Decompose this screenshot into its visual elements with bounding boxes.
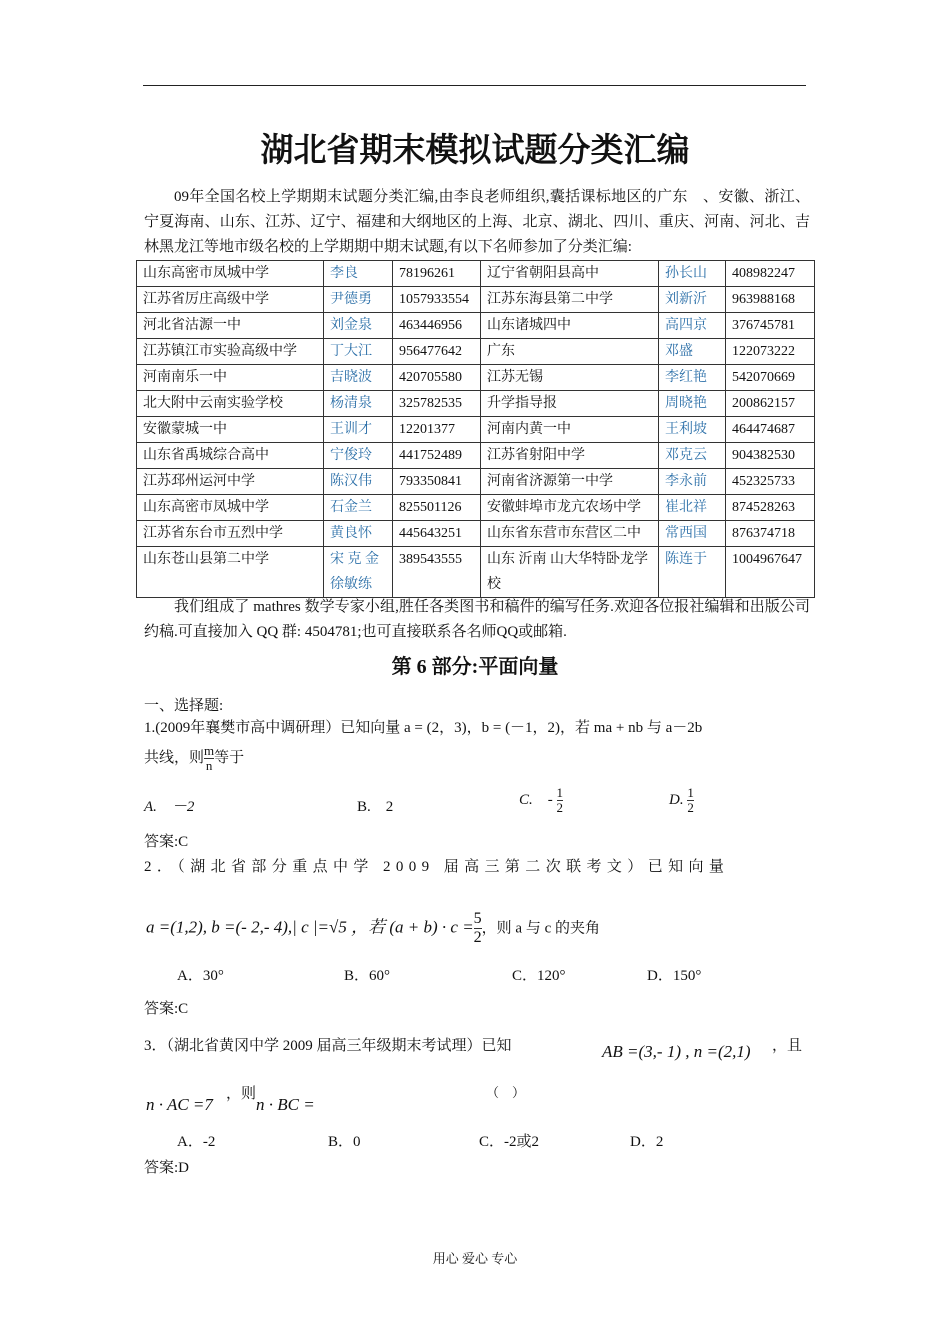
q1-option-a: A. －2	[144, 799, 195, 815]
qq-cell: 452325733	[726, 469, 815, 495]
q1-text3: 等于	[214, 749, 245, 766]
teacher-cell: 邓克云	[659, 443, 726, 469]
q3-then: ，则	[226, 1086, 257, 1102]
table-row	[137, 443, 815, 469]
school-cell: 山东高密市凤城中学	[137, 261, 324, 287]
q3-answer: 答案:D	[144, 1160, 190, 1176]
q1-text: 共线，则	[144, 749, 205, 766]
teacher-cell: 宁俊玲	[324, 443, 393, 469]
school-cell: 江苏省东台市五烈中学	[137, 521, 324, 547]
school-cell: 北大附中云南实验学校	[137, 391, 324, 417]
teacher-cell: 陈汉伟	[324, 469, 393, 495]
q1-answer: 答案:C	[144, 834, 189, 850]
table-row	[137, 547, 815, 598]
school-cell: 江苏省厉庄高级中学	[137, 287, 324, 313]
teacher-cell: 周晓艳	[659, 391, 726, 417]
q2-option-c: C．120°	[512, 968, 566, 984]
school-cell: 辽宁省朝阳县高中	[481, 261, 659, 287]
teacher-cell: 高四京	[659, 313, 726, 339]
teacher-cell: 丁大江	[324, 339, 393, 365]
q3-option-a: A．-2	[177, 1134, 216, 1150]
teacher-cell: 常西国	[659, 521, 726, 547]
q2-formula: a =(1,2), b =(- 2,- 4),| c |=√5 ，若 (a + b) · c =	[146, 917, 474, 937]
q1-stem-line2	[144, 744, 244, 773]
teacher-cell: 刘金泉	[324, 313, 393, 339]
q2-answer: 答案:C	[144, 1001, 189, 1017]
qq-cell: 904382530	[726, 443, 815, 469]
qq-cell: 445643251	[393, 521, 481, 547]
q2-stem: 2．（湖北省部分重点中学 2009 届高三第二次联考文）已知向量	[144, 859, 730, 875]
school-cell: 河南内黄一中	[481, 417, 659, 443]
qq-cell: 441752489	[393, 443, 481, 469]
part-heading: 一、选择题:	[144, 698, 224, 714]
qq-cell: 389543555	[393, 547, 481, 598]
teacher-cell: 宋 克 金 徐敏练	[324, 547, 393, 598]
teacher-cell: 黄良怀	[324, 521, 393, 547]
q2-tail: ，则 a 与 c 的夹角	[481, 920, 600, 937]
q1-option-c	[519, 786, 563, 815]
school-cell: 河南南乐一中	[137, 365, 324, 391]
teacher-cell: 吉晓波	[324, 365, 393, 391]
q3-tail: ，且	[772, 1038, 803, 1054]
q1-fraction	[204, 744, 214, 773]
school-cell: 山东高密市凤城中学	[137, 495, 324, 521]
table-row	[137, 313, 815, 339]
outro-paragraph: 我们组成了 mathres 数学专家小组,胜任各类图书和稿件的编写任务.欢迎各位报社编辑和出版公司约稿.可直接加入 QQ 群: 4504781;也可直接联系各名师QQ或邮箱.	[144, 599, 810, 640]
qq-cell: 876374718	[726, 521, 815, 547]
table-row	[137, 469, 815, 495]
qq-cell: 464474687	[726, 417, 815, 443]
qq-cell: 376745781	[726, 313, 815, 339]
qq-cell: 874528263	[726, 495, 815, 521]
table-row	[137, 261, 815, 287]
teacher-cell: 尹德勇	[324, 287, 393, 313]
q2-formula-line	[146, 910, 600, 947]
q1-option-d	[669, 786, 694, 815]
q3-option-b: B．0	[328, 1134, 361, 1150]
school-cell: 广东	[481, 339, 659, 365]
table-row	[137, 339, 815, 365]
qq-cell: 1057933554	[393, 287, 481, 313]
teacher-cell: 石金兰	[324, 495, 393, 521]
teacher-table	[136, 260, 815, 598]
q3-option-d: D．2	[630, 1134, 664, 1150]
teacher-cell: 李红艳	[659, 365, 726, 391]
frac-num: m	[204, 743, 215, 758]
school-cell: 河北省沽源一中	[137, 313, 324, 339]
school-cell: 江苏东海县第二中学	[481, 287, 659, 313]
q3-target: n · BC =	[256, 1095, 315, 1114]
q2-option-a: A．30°	[177, 968, 224, 984]
table-row	[137, 287, 815, 313]
teacher-cell: 孙长山	[659, 261, 726, 287]
q3-stem: 3．（湖北省黄冈中学 2009 届高三年级期末考试理）已知	[144, 1038, 512, 1054]
school-cell: 安徽蒙城一中	[137, 417, 324, 443]
school-cell: 江苏无锡	[481, 365, 659, 391]
teacher-cell: 崔北祥	[659, 495, 726, 521]
qq-cell: 1004967647	[726, 547, 815, 598]
page-title: 湖北省期末模拟试题分类汇编	[260, 130, 690, 169]
qq-cell: 325782535	[393, 391, 481, 417]
teacher-cell: 邓盛	[659, 339, 726, 365]
page-footer: 用心 爱心 专心	[432, 1251, 518, 1266]
school-cell: 山东苍山县第二中学	[137, 547, 324, 598]
teacher-cell: 陈连于	[659, 547, 726, 598]
school-cell: 江苏邳州运河中学	[137, 469, 324, 495]
header-rule	[143, 85, 806, 86]
q2-option-d: D．150°	[647, 968, 702, 984]
q3-option-c: C．-2或2	[479, 1134, 540, 1150]
teacher-cell: 刘新沂	[659, 287, 726, 313]
q1-stem: 1.(2009年襄樊市高中调研理）已知向量 a = (2，3)，b = (－1，2)，若 ma + nb 与 a－2b	[144, 720, 703, 736]
table-row	[137, 521, 815, 547]
q3-condition: n · AC =7	[146, 1095, 213, 1114]
q3-formula: AB =(3,- 1) , n =(2,1)	[602, 1042, 751, 1061]
label: C. -	[519, 791, 553, 808]
qq-cell: 463446956	[393, 313, 481, 339]
section-heading: 第 6 部分:平面向量	[391, 656, 559, 678]
q2-fraction: $\frac{5}{2}$	[473, 910, 482, 946]
qq-cell: 122073222	[726, 339, 815, 365]
table-row	[137, 365, 815, 391]
qq-cell: 420705580	[393, 365, 481, 391]
school-cell: 安徽蚌埠市龙亢农场中学	[481, 495, 659, 521]
school-cell: 江苏省射阳中学	[481, 443, 659, 469]
qq-cell: 12201377	[393, 417, 481, 443]
label: D.	[669, 791, 684, 808]
qq-cell: 200862157	[726, 391, 815, 417]
half-fraction: $\frac{1}{2}$	[687, 785, 694, 815]
school-cell: 山东 沂南 山大华特卧龙学校	[481, 547, 659, 598]
half-fraction: $\frac{1}{2}$	[556, 785, 564, 815]
teacher-cell: 王训才	[324, 417, 393, 443]
table-row	[137, 417, 815, 443]
q3-paren: （ ）	[486, 1085, 526, 1100]
teacher-cell: 杨清泉	[324, 391, 393, 417]
qq-cell: 78196261	[393, 261, 481, 287]
table-row	[137, 495, 815, 521]
qq-cell: 956477642	[393, 339, 481, 365]
school-cell: 河南省济源第一中学	[481, 469, 659, 495]
school-cell: 升学指导报	[481, 391, 659, 417]
frac-den: n	[205, 758, 213, 773]
school-cell: 山东诸城四中	[481, 313, 659, 339]
teacher-cell: 李永前	[659, 469, 726, 495]
qq-cell: 793350841	[393, 469, 481, 495]
qq-cell: 408982247	[726, 261, 815, 287]
q2-option-b: B．60°	[344, 968, 391, 984]
school-cell: 山东省禹城综合高中	[137, 443, 324, 469]
qq-cell: 825501126	[393, 495, 481, 521]
qq-cell: 542070669	[726, 365, 815, 391]
school-cell: 江苏镇江市实验高级中学	[137, 339, 324, 365]
school-cell: 山东省东营市东营区二中	[481, 521, 659, 547]
teacher-cell: 李良	[324, 261, 393, 287]
teacher-cell: 王利坡	[659, 417, 726, 443]
q1-option-b: B. 2	[357, 799, 394, 815]
table-row	[137, 391, 815, 417]
qq-cell: 963988168	[726, 287, 815, 313]
intro-paragraph: 09年全国名校上学期期末试题分类汇编,由李良老师组织,囊括课标地区的广东 、安徽、浙江、宁夏海南、山东、江苏、辽宁、福建和大纲地区的上海、北京、湖北、四川、重庆、河南、河北、吉林黑龙江等地市级名校的上学期期中期末试题,有以下名师参加了分类汇编:	[144, 189, 810, 255]
